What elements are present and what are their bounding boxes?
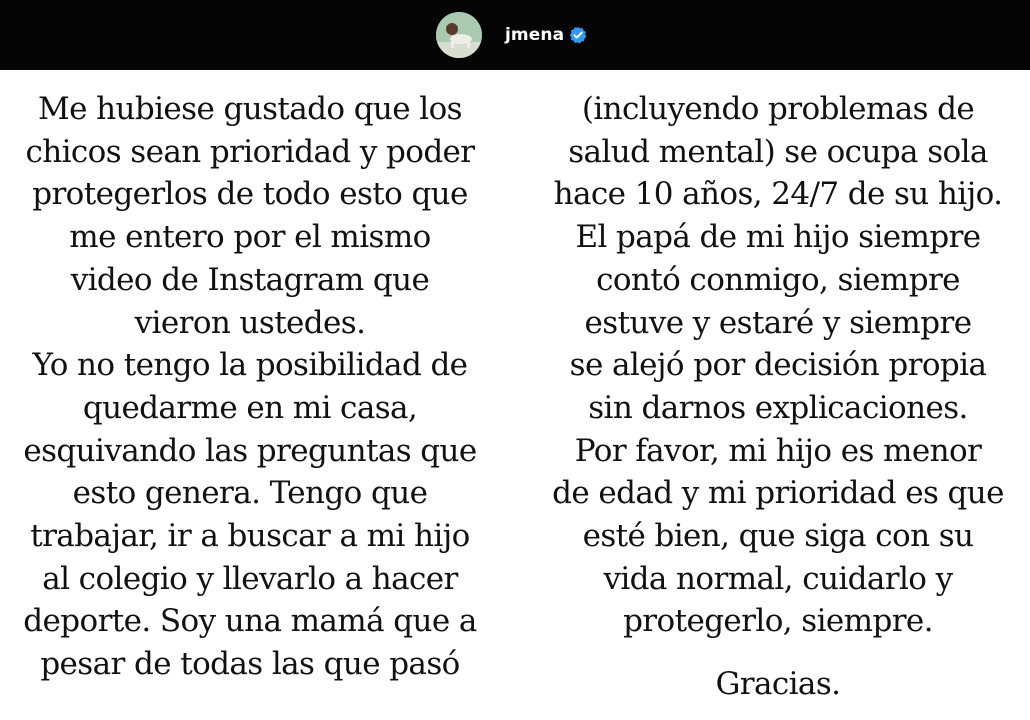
text-line: hace 10 años, 24/7 de su hijo. xyxy=(553,176,1003,213)
text-line: vieron ustedes. xyxy=(134,304,366,341)
text-line: vida normal, cuidarlo y xyxy=(603,560,953,597)
text-line: pesar de todas las que pasó xyxy=(40,646,460,683)
verified-badge-icon xyxy=(569,26,587,44)
username[interactable]: jmena xyxy=(505,25,565,45)
paragraph-gap xyxy=(528,643,1028,663)
text-line: me entero por el mismo xyxy=(69,219,431,256)
avatar[interactable] xyxy=(436,12,482,58)
text-line: El papá de mi hijo siempre xyxy=(575,219,981,256)
text-line: Yo no tengo la posibilidad de xyxy=(32,347,468,384)
story-text-left-column xyxy=(0,88,500,686)
text-line: esquivando las preguntas que xyxy=(23,432,477,469)
text-line: chicos sean prioridad y poder xyxy=(25,133,475,170)
story-text-right-column xyxy=(528,88,1028,706)
text-line: trabajar, ir a buscar a mi hijo xyxy=(30,518,470,555)
text-line: protegerlos de todo esto que xyxy=(32,176,468,213)
story-user[interactable] xyxy=(436,12,587,58)
text-line: contó conmigo, siempre xyxy=(596,261,960,298)
text-line: de edad y mi prioridad es que xyxy=(552,475,1004,512)
text-line: esté bien, que siga con su xyxy=(582,518,974,555)
story-header xyxy=(0,0,1030,70)
text-line: deporte. Soy una mamá que a xyxy=(23,603,477,640)
profile-photo-avatar-icon xyxy=(436,12,482,58)
text-line: sin darnos explicaciones. xyxy=(588,389,968,426)
closing-text: Gracias. xyxy=(715,666,841,703)
text-line: estuve y estaré y siempre xyxy=(584,304,972,341)
text-line: Me hubiese gustado que los xyxy=(37,91,462,127)
text-line: al colegio y llevarlo a hacer xyxy=(42,560,458,597)
text-line: esto genera. Tengo que xyxy=(72,475,428,512)
text-line: salud mental) se ocupa sola xyxy=(568,133,988,170)
text-line: Por favor, mi hijo es menor xyxy=(574,432,982,469)
text-line: protegerlo, siempre. xyxy=(623,603,933,640)
text-line: (incluyendo problemas de xyxy=(581,91,975,127)
text-line: se alejó por decisión propia xyxy=(569,347,987,384)
text-line: quedarme en mi casa, xyxy=(82,389,418,426)
text-line: video de Instagram que xyxy=(70,261,430,298)
